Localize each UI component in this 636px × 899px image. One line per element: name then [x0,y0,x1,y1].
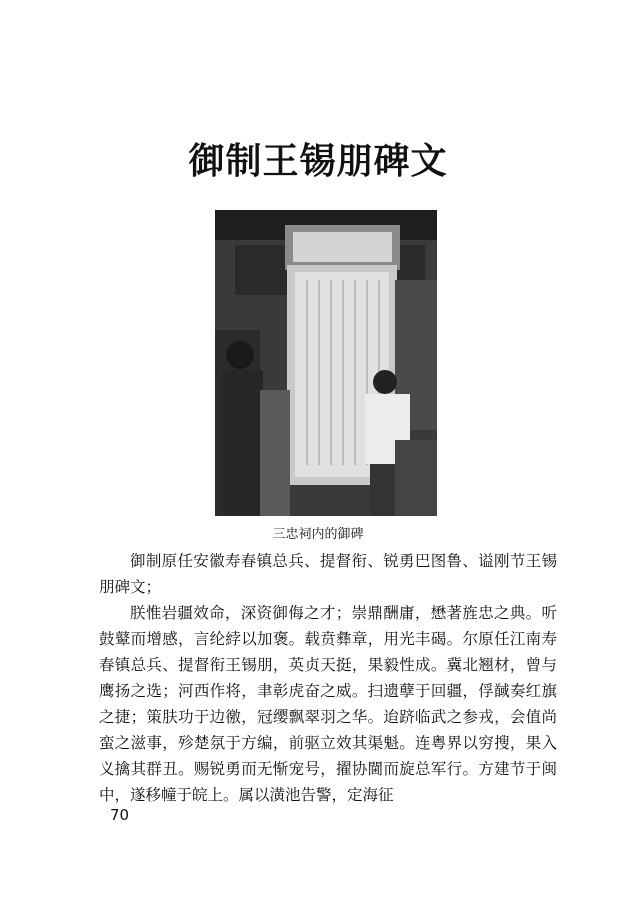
stele-photo [215,210,437,516]
stele-photo-image [215,210,437,516]
page-number: 70 [110,806,130,824]
page-title: 御制王锡朋碑文 [188,141,448,182]
photo-caption: 三忠祠内的御碑 [272,527,364,542]
paragraph: 朕惟岩疆效命，深资御侮之才；崇鼎酬庸，懋著旌忠之典。听鼓鼙而增感，言纶綍以加褒。载贲彝章，用光丰碣。尔原任江南寿春镇总兵、提督衔王锡朋，英贞天挺，果毅性成。冀北翘材，曾与鹰扬之选；河西作将，聿彰虎奋之威。扫遗孽于回疆，俘馘奏红旗之捷；策肤功于边徼，冠缨飘翠羽之华。迨跻临武之参戎，会值尚蛮之滋事，殄楚氛于方编，前驱立效其渠魁。连粤界以穷搜，果入义擒其群丑。赐锐勇而无惭宠号，擢协閫而旋总军行。方建节于闽中，遂移幢于皖上。属以潢池告警，定海征 [99,604,557,804]
body-text [99,548,557,808]
paragraph: 御制原任安徽寿春镇总兵、提督衔、锐勇巴图鲁、谥刚节王锡朋碑文； [99,552,557,596]
